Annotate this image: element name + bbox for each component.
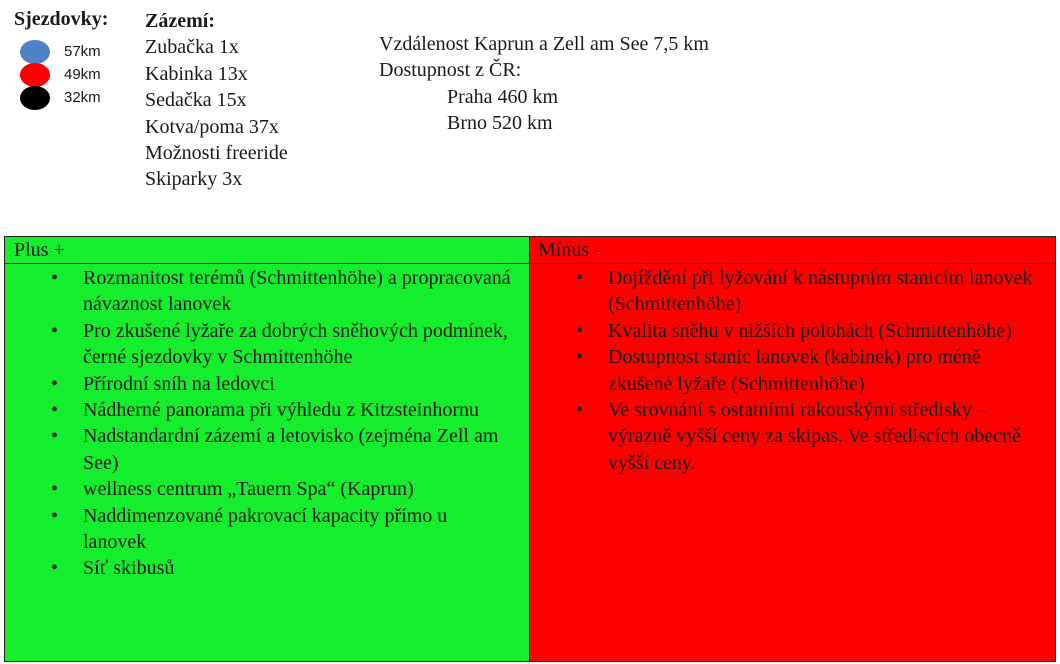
list-item-text: Pro zkušené lyžaře za dobrých sněhových podmínek, černé sjezdovky v Schmittenhöhe <box>83 319 508 369</box>
pros-cons-table <box>4 236 1056 662</box>
plus-column <box>5 237 530 661</box>
legend-label: 49km <box>64 66 101 83</box>
legend-label: 57km <box>64 43 101 60</box>
distance-text: Vzdálenost Kaprun a Zell am See 7,5 km <box>379 33 709 55</box>
list-item-text: Nádherné panorama při výhledu z Kitzsteinhornu <box>83 399 479 422</box>
plus-list <box>51 265 513 582</box>
zazemi-item: Skiparky 3x <box>145 168 243 191</box>
zazemi-item: Kotva/poma 37x <box>145 115 279 138</box>
list-item-text: Naddimenzované pakrovací kapacity přímo u lanovek <box>83 504 448 554</box>
minus-list <box>576 265 1048 476</box>
bullet-icon: • <box>51 425 59 448</box>
access-title: Dostupnost z ČR: <box>379 59 522 82</box>
black-dot-icon <box>20 86 50 110</box>
access-item: Praha 460 km <box>447 85 559 108</box>
zazemi-item: Sedačka 15x <box>145 89 247 112</box>
bullet-icon: • <box>576 346 584 369</box>
list-item <box>51 265 513 318</box>
list-item-text: Dostupnost stanic lanovek (kabinek) pro méně zkušené lyžaře (Schmittenhöhe) <box>608 346 981 395</box>
list-item-text: Nadstandardní zázemí a letovisko (zejména Zell am See) <box>83 425 499 474</box>
list-item <box>576 397 1048 476</box>
list-item-text: Ve srovnání s ostatními rakouskými středisky – výrazně vyšší ceny za skipas. Ve střediscích obecně vyšší ceny. <box>608 399 1021 474</box>
legend-label: 32km <box>64 89 101 106</box>
bullet-icon: • <box>51 557 59 580</box>
zazemi-section <box>145 8 288 193</box>
bullet-icon: • <box>51 267 59 289</box>
bullet-icon: • <box>51 504 59 527</box>
bullet-icon: • <box>51 478 59 501</box>
list-item <box>51 371 513 397</box>
bullet-icon: • <box>51 319 59 342</box>
zazemi-item: Možnosti freeride <box>145 142 288 165</box>
list-item <box>576 344 1048 397</box>
list-item <box>51 318 513 371</box>
red-dot-icon <box>20 63 50 87</box>
minus-header: Mínus - <box>530 237 1055 264</box>
list-item <box>576 265 1048 318</box>
info-section <box>379 31 709 137</box>
plus-header: Plus + <box>5 237 529 264</box>
list-item-text: Dojíždění při lyžování k nástupním stanicím lanovek (Schmittenhöhe) <box>608 267 1033 316</box>
list-item-text: Kvalita sněhu v nižších polohách (Schmittenhöhe) <box>608 319 1012 342</box>
minus-column <box>530 237 1055 661</box>
bullet-icon: • <box>576 267 584 289</box>
bullet-icon: • <box>51 372 59 395</box>
list-item <box>51 423 513 476</box>
list-item-text: Síť skibusů <box>83 557 175 580</box>
list-item-text: wellness centrum „Tauern Spa“ (Kaprun) <box>83 478 414 501</box>
list-item <box>51 476 513 502</box>
list-item <box>51 397 513 423</box>
list-item <box>51 503 513 556</box>
list-item <box>51 555 513 581</box>
list-item-text: Přírodní sníh na ledovci <box>83 372 275 395</box>
zazemi-item: Zubačka 1x <box>145 36 239 59</box>
access-item: Brno 520 km <box>447 112 553 135</box>
sjezdovky-title: Sjezdovky: <box>14 8 109 30</box>
bullet-icon: • <box>576 319 584 342</box>
zazemi-item: Kabinka 13x <box>145 62 248 85</box>
bullet-icon: • <box>576 399 584 422</box>
list-item <box>576 318 1048 344</box>
list-item-text: Rozmanitost terémů (Schmittenhöhe) a propracovaná návaznost lanovek <box>83 267 511 316</box>
zazemi-title: Zázemí: <box>145 10 215 32</box>
bullet-icon: • <box>51 399 59 422</box>
blue-dot-icon <box>20 40 50 64</box>
